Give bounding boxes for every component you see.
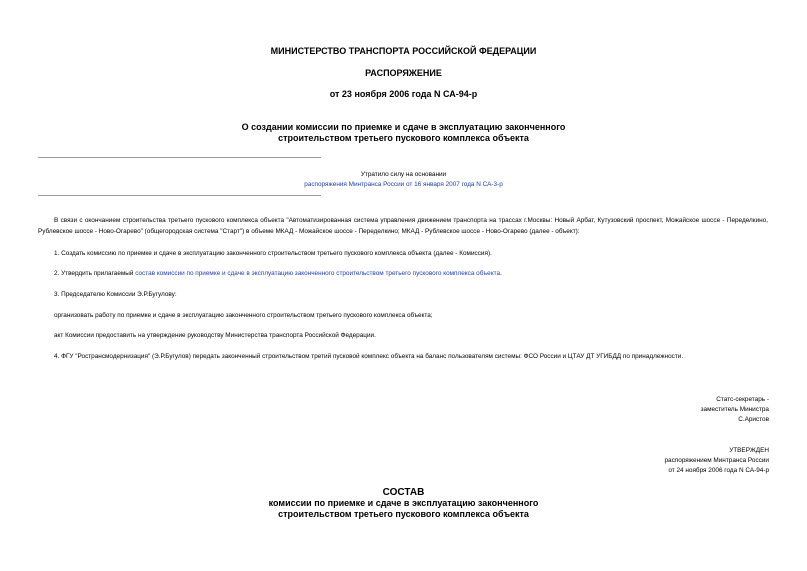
composition-title: СОСТАВ — [382, 487, 425, 498]
signature-title-1: Статс-секретарь - — [716, 396, 769, 403]
approval-title: УТВЕРЖДЕН — [729, 447, 769, 454]
item-3: 3. Председателю Комиссии Э.Р.Бугулову: — [54, 291, 177, 298]
separator-top — [38, 157, 321, 158]
composition-line-2: строительством третьего пускового комплекса объекта — [278, 509, 529, 519]
item-3b: акт Комиссии предоставить на утверждение руководству Министерства транспорта Российской Федерации. — [54, 332, 376, 339]
signature-block — [701, 395, 769, 425]
signature-title-2: заместитель Министра — [700, 406, 769, 413]
validity-note: Утратило силу на основании — [360, 171, 447, 178]
item-2-prefix: 2. Утвердить прилагаемый — [54, 270, 136, 277]
validity-link[interactable]: распоряжения Минтранса России от 16 января 2007 года N СА-3-р — [304, 181, 503, 188]
separator-bottom — [38, 195, 321, 196]
approval-line-2: распоряжением Минтранса России — [664, 457, 769, 464]
item-3a: организовать работу по приемке и сдаче в эксплуатацию законченного строительством третьего пускового комплекса объекта; — [54, 312, 433, 319]
subject-line-2: строительством третьего пускового комплекса объекта — [278, 133, 529, 143]
item-1: 1. Создать комиссию по приемке и сдаче в эксплуатацию законченного строительством третьего пускового комплекса объекта (далее - Комиссия). — [54, 250, 492, 257]
approval-line-3: от 24 ноября 2006 года N СА-94-р — [668, 467, 769, 474]
composition-line-1: комиссии по приемке и сдаче в эксплуатацию законченного — [268, 498, 539, 508]
date-heading: от 23 ноября 2006 года N СА-94-р — [329, 89, 478, 99]
intro-paragraph: В связи с окончанием строительства третьего пускового комплекса объекта "Автоматизированная система управления движением транспорта на трассах г.Москвы: Новый Арбат, Кутузовский проспект, Можайское шоссе - Переделкино, Рублевское шоссе - Ново-Огарево" (общегородская система "Старт") в объеме МКАД - Можайское шоссе - Переделкино; МКАД - Рублевское шоссе - Ново-Огарево (далее - объект): — [38, 217, 768, 235]
subject-line-1: О создании комиссии по приемке и сдаче в эксплуатацию законченного — [241, 122, 566, 132]
item-4: 4. ФГУ "Ространсмодернизация" (Э.Р.Бугулов) передать законченный строительством третий пусковой комплекс объекта на баланс пользователям системы: ФСО России и ЦТАУ ДТ УГИБДД по принадлежности. — [54, 353, 684, 360]
item-2 — [38, 269, 768, 280]
composition-link[interactable]: состав комиссии по приемке и сдаче в эксплуатацию законченного строительством третьего пускового комплекса объекта — [135, 270, 501, 277]
doc-type-heading: РАСПОРЯЖЕНИЕ — [365, 68, 442, 78]
item-2-suffix: . — [500, 270, 502, 277]
signature-name: С.Аристов — [738, 416, 769, 423]
approval-block — [665, 446, 770, 476]
ministry-heading: МИНИСТЕРСТВО ТРАНСПОРТА РОССИЙСКОЙ ФЕДЕРАЦИИ — [270, 46, 537, 56]
